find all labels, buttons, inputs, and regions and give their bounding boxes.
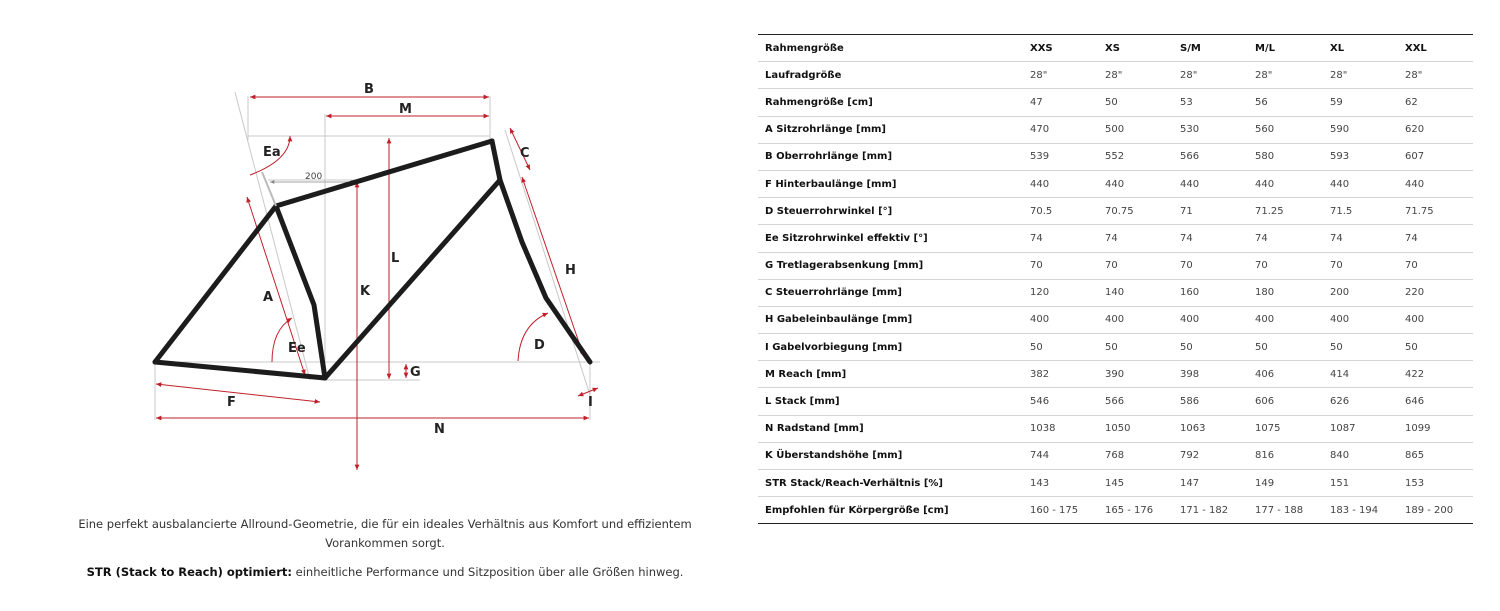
row-value: 71.25 (1248, 198, 1323, 225)
row-value: 1063 (1173, 415, 1248, 442)
row-value: 646 (1398, 388, 1473, 415)
label-M: M (399, 102, 412, 117)
label-A: A (263, 290, 274, 305)
row-value: 59 (1323, 89, 1398, 116)
label-B: B (364, 82, 374, 97)
row-value: 70 (1023, 252, 1098, 279)
label-Ea: Ea (263, 145, 281, 160)
row-value: 74 (1023, 225, 1098, 252)
dimension-lines (156, 97, 598, 470)
row-value: 74 (1323, 225, 1398, 252)
down-tube (325, 180, 500, 378)
row-value: 390 (1098, 361, 1173, 388)
row-value: 183 - 194 (1323, 497, 1398, 524)
row-value: 53 (1173, 89, 1248, 116)
row-value: 414 (1323, 361, 1398, 388)
seatpost-extension (262, 172, 276, 206)
row-value: 28" (1398, 62, 1473, 89)
table-row (758, 170, 1473, 197)
row-label: Laufradgröße (758, 62, 1023, 89)
row-value: 70.5 (1023, 198, 1098, 225)
row-value: 50 (1323, 334, 1398, 361)
row-value: 768 (1098, 442, 1173, 469)
table-row (758, 143, 1473, 170)
row-value: 177 - 188 (1248, 497, 1323, 524)
row-value: 440 (1173, 170, 1248, 197)
frame-geometry-drawing (0, 0, 750, 500)
row-value: 382 (1023, 361, 1098, 388)
chain-stay (155, 362, 325, 378)
header-size-xs: XS (1098, 35, 1173, 62)
row-value: 62 (1398, 89, 1473, 116)
table-header-row (758, 35, 1473, 62)
row-value: 149 (1248, 470, 1323, 497)
row-value: 606 (1248, 388, 1323, 415)
row-value: 440 (1398, 170, 1473, 197)
row-value: 171 - 182 (1173, 497, 1248, 524)
row-value: 50 (1098, 334, 1173, 361)
row-label: K Überstandshöhe [mm] (758, 442, 1023, 469)
label-K: K (360, 284, 371, 299)
table-row (758, 62, 1473, 89)
row-label: L Stack [mm] (758, 388, 1023, 415)
row-value: 607 (1398, 143, 1473, 170)
row-value: 28" (1323, 62, 1398, 89)
row-value: 1038 (1023, 415, 1098, 442)
table-row (758, 497, 1473, 524)
label-Ee: Ee (288, 341, 306, 356)
label-C: C (520, 146, 530, 161)
row-value: 626 (1323, 388, 1398, 415)
label-200: 200 (305, 172, 323, 182)
row-label: G Tretlagerabsenkung [mm] (758, 252, 1023, 279)
row-value: 140 (1098, 279, 1173, 306)
dim-F (156, 384, 320, 402)
row-value: 74 (1398, 225, 1473, 252)
row-value: 71.5 (1323, 198, 1398, 225)
row-value: 56 (1248, 89, 1323, 116)
str-description (40, 563, 730, 582)
table-row (758, 415, 1473, 442)
row-value: 1050 (1098, 415, 1173, 442)
row-value: 422 (1398, 361, 1473, 388)
header-size-xxs: XXS (1023, 35, 1098, 62)
row-value: 400 (1323, 306, 1398, 333)
row-value: 470 (1023, 116, 1098, 143)
row-label: H Gabeleinbaulänge [mm] (758, 306, 1023, 333)
row-value: 560 (1248, 116, 1323, 143)
angle-D (518, 313, 548, 361)
row-value: 500 (1098, 116, 1173, 143)
row-value: 398 (1173, 361, 1248, 388)
row-value: 70 (1248, 252, 1323, 279)
row-value: 70 (1398, 252, 1473, 279)
row-value: 590 (1323, 116, 1398, 143)
table-row (758, 388, 1473, 415)
label-I: I (588, 395, 593, 410)
row-value: 586 (1173, 388, 1248, 415)
header-size-xxl: XXL (1398, 35, 1473, 62)
row-value: 28" (1098, 62, 1173, 89)
row-value: 145 (1098, 470, 1173, 497)
geometry-description: Eine perfekt ausbalancierte Allround-Geometrie, die für ein ideales Verhältnis aus Komfort und effizientem Vorankommen sorgt. (78, 517, 692, 550)
table-row (758, 116, 1473, 143)
row-label: C Steuerrohrlänge [mm] (758, 279, 1023, 306)
row-value: 440 (1248, 170, 1323, 197)
row-value: 50 (1023, 334, 1098, 361)
geometry-table-body (758, 62, 1473, 524)
str-description-text: einheitliche Performance und Sitzposition über alle Größen hinweg. (291, 565, 684, 579)
row-value: 1075 (1248, 415, 1323, 442)
row-value: 792 (1173, 442, 1248, 469)
geometry-table-header (758, 35, 1473, 62)
table-row (758, 442, 1473, 469)
row-value: 566 (1173, 143, 1248, 170)
table-row (758, 252, 1473, 279)
row-value: 440 (1098, 170, 1173, 197)
row-value: 160 - 175 (1023, 497, 1098, 524)
row-value: 50 (1398, 334, 1473, 361)
table-row (758, 279, 1473, 306)
row-value: 220 (1398, 279, 1473, 306)
row-value: 120 (1023, 279, 1098, 306)
row-value: 580 (1248, 143, 1323, 170)
row-value: 160 (1173, 279, 1248, 306)
header-frame-size: Rahmengröße (758, 35, 1023, 62)
row-value: 70 (1173, 252, 1248, 279)
label-G: G (410, 365, 421, 380)
row-label: I Gabelvorbiegung [mm] (758, 334, 1023, 361)
row-value: 566 (1098, 388, 1173, 415)
row-value: 74 (1173, 225, 1248, 252)
row-value: 400 (1248, 306, 1323, 333)
label-L: L (391, 251, 400, 266)
seat-stay (155, 206, 276, 362)
row-value: 50 (1248, 334, 1323, 361)
row-label: D Steuerrohrwinkel [°] (758, 198, 1023, 225)
table-row (758, 89, 1473, 116)
row-value: 143 (1023, 470, 1098, 497)
row-label: B Oberrohrlänge [mm] (758, 143, 1023, 170)
row-value: 28" (1173, 62, 1248, 89)
row-value: 70 (1323, 252, 1398, 279)
row-value: 1099 (1398, 415, 1473, 442)
guide-lines (155, 92, 600, 420)
row-label: Rahmengröße [cm] (758, 89, 1023, 116)
row-value: 74 (1098, 225, 1173, 252)
row-value: 165 - 176 (1098, 497, 1173, 524)
row-value: 74 (1248, 225, 1323, 252)
row-value: 400 (1023, 306, 1098, 333)
row-label: Ee Sitzrohrwinkel effektiv [°] (758, 225, 1023, 252)
row-value: 593 (1323, 143, 1398, 170)
row-value: 50 (1173, 334, 1248, 361)
label-N: N (434, 422, 445, 437)
row-label: Empfohlen für Körpergröße [cm] (758, 497, 1023, 524)
row-value: 840 (1323, 442, 1398, 469)
row-value: 400 (1098, 306, 1173, 333)
table-row (758, 225, 1473, 252)
label-H: H (565, 263, 576, 278)
row-value: 539 (1023, 143, 1098, 170)
table-row (758, 361, 1473, 388)
label-F: F (227, 395, 236, 410)
head-tube (492, 141, 500, 180)
label-D: D (534, 338, 545, 353)
row-value: 70 (1098, 252, 1173, 279)
row-value: 400 (1173, 306, 1248, 333)
row-value: 530 (1173, 116, 1248, 143)
row-value: 440 (1323, 170, 1398, 197)
row-value: 153 (1398, 470, 1473, 497)
row-value: 189 - 200 (1398, 497, 1473, 524)
row-value: 440 (1023, 170, 1098, 197)
row-value: 47 (1023, 89, 1098, 116)
row-label: N Radstand [mm] (758, 415, 1023, 442)
row-value: 406 (1248, 361, 1323, 388)
table-row (758, 334, 1473, 361)
row-value: 71 (1173, 198, 1248, 225)
header-size-xl: XL (1323, 35, 1398, 62)
header-size-sm: S/M (1173, 35, 1248, 62)
geometry-table (758, 34, 1473, 524)
row-value: 816 (1248, 442, 1323, 469)
bike-frame (155, 141, 590, 378)
table-row (758, 198, 1473, 225)
row-value: 28" (1248, 62, 1323, 89)
row-label: F Hinterbaulänge [mm] (758, 170, 1023, 197)
row-value: 70.75 (1098, 198, 1173, 225)
row-label: M Reach [mm] (758, 361, 1023, 388)
row-value: 400 (1398, 306, 1473, 333)
table-row (758, 470, 1473, 497)
row-value: 620 (1398, 116, 1473, 143)
row-value: 180 (1248, 279, 1323, 306)
table-row (758, 306, 1473, 333)
row-value: 200 (1323, 279, 1398, 306)
row-value: 151 (1323, 470, 1398, 497)
row-value: 147 (1173, 470, 1248, 497)
str-description-bold: STR (Stack to Reach) optimiert: (86, 565, 292, 579)
row-value: 71.75 (1398, 198, 1473, 225)
row-value: 552 (1098, 143, 1173, 170)
row-value: 546 (1023, 388, 1098, 415)
row-value: 1087 (1323, 415, 1398, 442)
row-label: STR Stack/Reach-Verhältnis [%] (758, 470, 1023, 497)
row-value: 50 (1098, 89, 1173, 116)
row-value: 865 (1398, 442, 1473, 469)
row-value: 744 (1023, 442, 1098, 469)
header-size-ml: M/L (1248, 35, 1323, 62)
row-value: 28" (1023, 62, 1098, 89)
row-label: A Sitzrohrlänge [mm] (758, 116, 1023, 143)
